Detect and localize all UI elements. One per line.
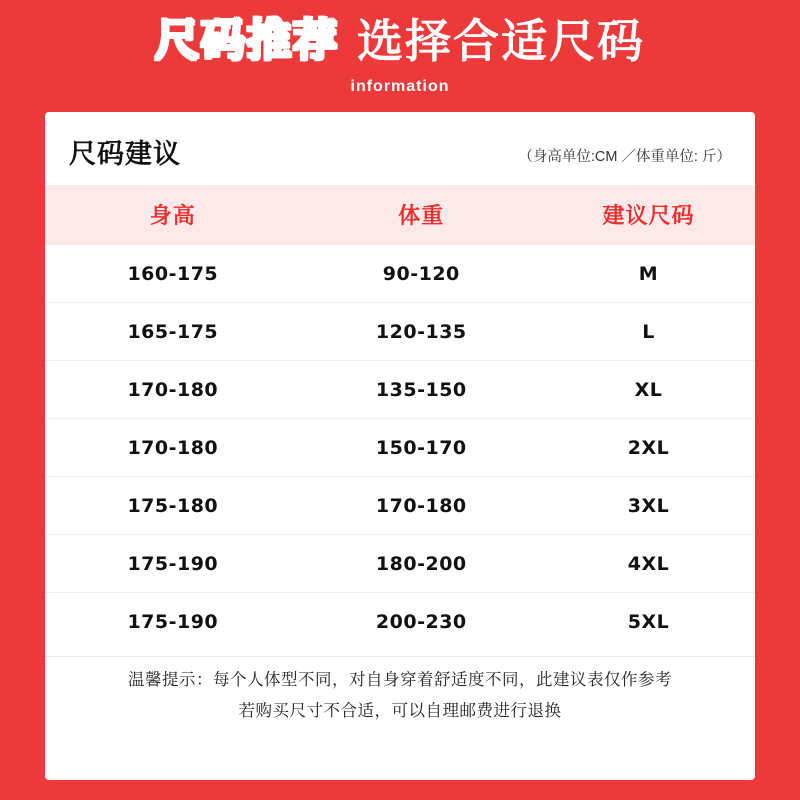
cell-weight: 180-200 xyxy=(301,535,542,593)
card-title: 尺码建议 xyxy=(69,139,181,169)
page-title-outline: 尺码推荐 xyxy=(155,16,339,65)
size-table-body xyxy=(45,245,755,650)
cell-weight: 200-230 xyxy=(375,611,467,633)
cell-height: 165-175 xyxy=(45,303,301,361)
table-row xyxy=(45,245,755,303)
card-units-note: （身高单位:CM ／体重单位: 斤） xyxy=(518,149,731,165)
table-header-row xyxy=(45,185,755,245)
cell-size: M xyxy=(542,245,755,303)
table-row xyxy=(45,477,755,535)
cell-height: 170-180 xyxy=(45,419,301,477)
cell-height: 160-175 xyxy=(45,245,301,303)
size-chart-card xyxy=(45,112,755,780)
cell-height: 170-180 xyxy=(45,361,301,419)
cell-size: 4XL xyxy=(542,535,755,593)
cell-size: 3XL xyxy=(542,477,755,535)
cell-size: XL xyxy=(542,361,755,419)
card-notes xyxy=(45,656,755,726)
cell-size: 2XL xyxy=(542,419,755,477)
page-header xyxy=(0,0,800,96)
column-header-weight: 体重 xyxy=(301,185,542,245)
table-row xyxy=(45,593,755,651)
cell-height: 175-190 xyxy=(45,535,301,593)
table-row xyxy=(45,535,755,593)
cell-weight: 90-120 xyxy=(301,245,542,303)
cell-height: 175-180 xyxy=(45,477,301,535)
table-row xyxy=(45,303,755,361)
column-header-size: 建议尺码 xyxy=(542,185,755,245)
cell-size: 5XL xyxy=(627,611,670,633)
note-line-1: 温馨提示：每个人体型不同，对自身穿着舒适度不同，此建议表仅作参考 xyxy=(128,671,672,689)
cell-height: 175-190 xyxy=(127,611,219,633)
size-table xyxy=(45,185,755,650)
page-title-solid: 选择合适尺码 xyxy=(357,15,645,67)
header-title-group xyxy=(0,15,800,67)
cell-weight: 150-170 xyxy=(301,419,542,477)
cell-weight: 170-180 xyxy=(301,477,542,535)
column-header-height: 身高 xyxy=(45,185,301,245)
size-table-head xyxy=(45,185,755,245)
cell-weight: 135-150 xyxy=(301,361,542,419)
cell-size: L xyxy=(542,303,755,361)
page-subtitle: information xyxy=(350,78,450,95)
card-header xyxy=(45,112,755,185)
note-line-2: 若购买尺寸不合适，可以自理邮费进行退换 xyxy=(238,701,562,720)
table-row xyxy=(45,361,755,419)
table-row xyxy=(45,419,755,477)
cell-weight: 120-135 xyxy=(301,303,542,361)
